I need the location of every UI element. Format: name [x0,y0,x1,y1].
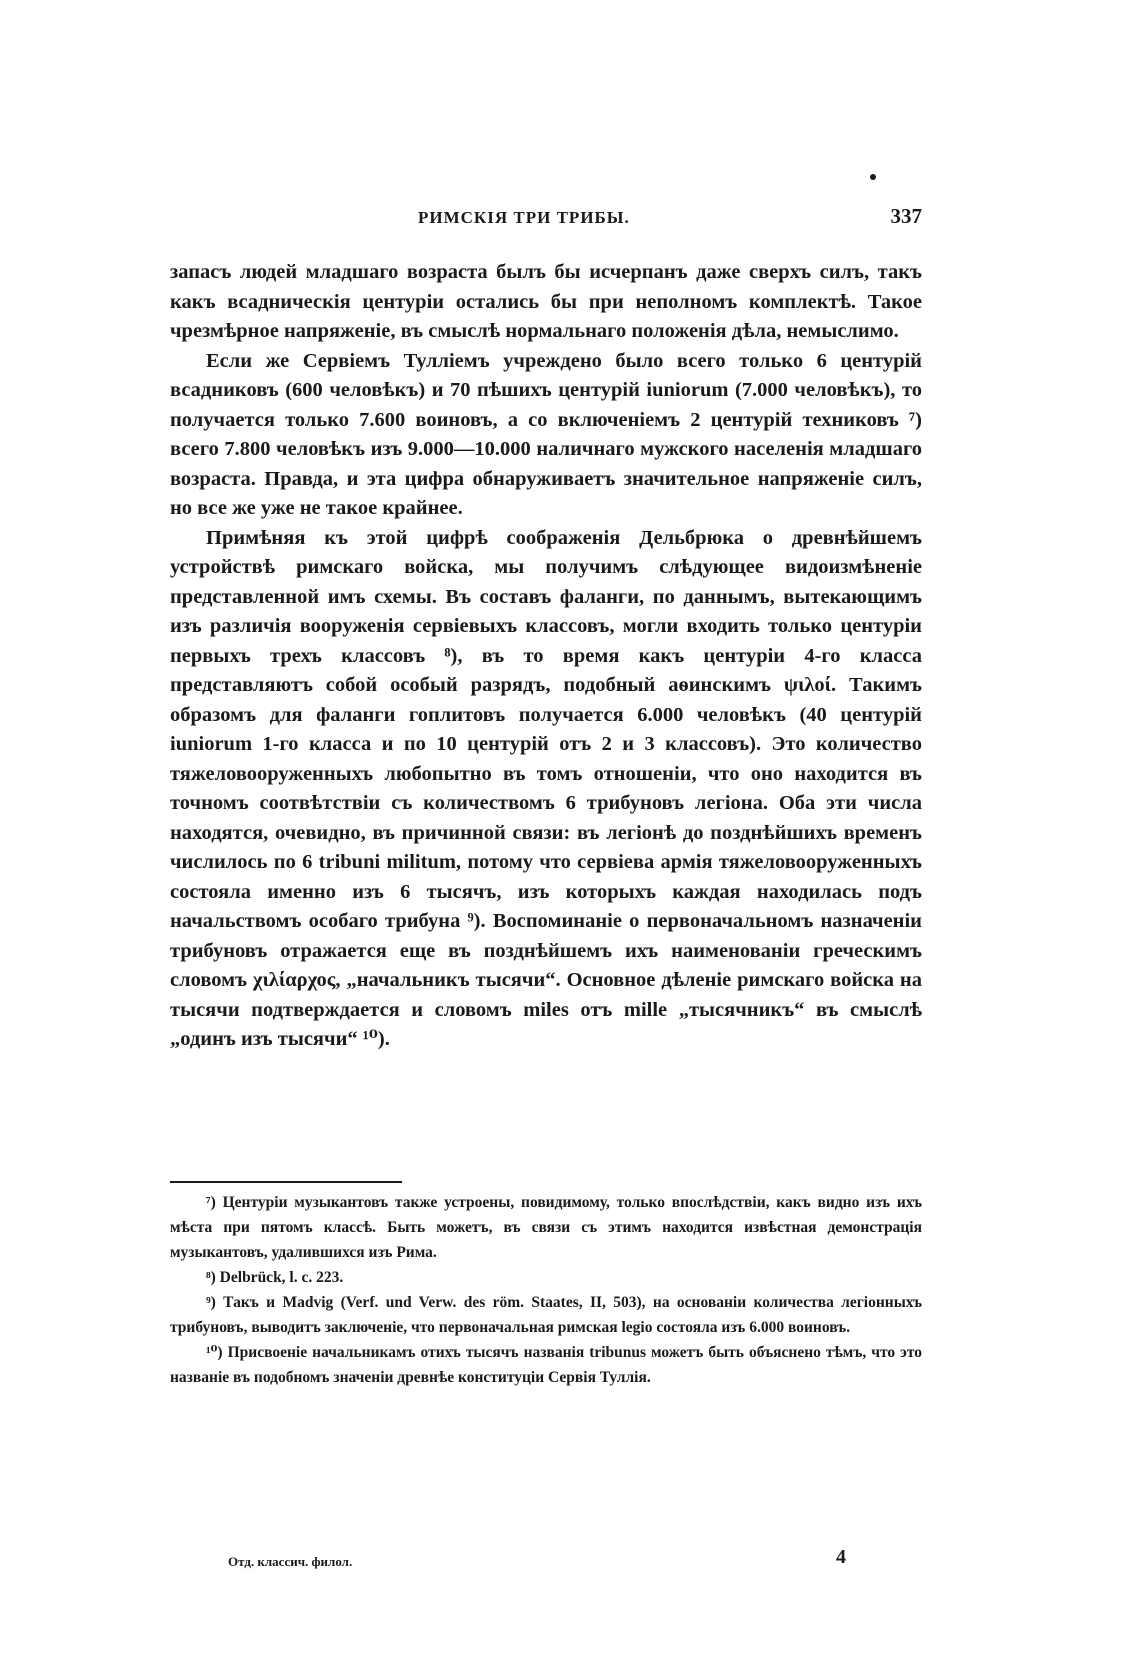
footnote: ¹⁰) Присвоеніе начальникамъ отихъ тысячъ названія tribunus можетъ быть объяснено тѣмъ, что это названіе въ подобномъ значеніи древнѣе конституціи Сервія Туллія. [170,1344,922,1386]
running-title: РИМСКІЯ ТРИ ТРИБЫ. [418,208,630,227]
footnotes [170,1190,922,1390]
paragraph: Если же Сервіемъ Тулліемъ учреждено было всего только 6 центурій всадниковъ (600 человѣкъ) и 70 пѣшихъ центурій iuniorum (7.000 человѣкъ), то получается только 7.600 воиновъ, а со включеніемъ 2 центурій техниковъ ⁷) всего 7.800 человѣкъ изъ 9.000—10.000 наличнаго мужского населенія младшаго возраста. Правда, и эта цифра обнаруживаетъ значительное напряженіе силъ, но все же уже не такое крайнее. [170,349,922,519]
paragraph: Примѣняя къ этой цифрѣ соображенія Дельбрюка о древнѣйшемъ устройствѣ римскаго войска, мы получимъ слѣдующее видоизмѣненіе представленной имъ схемы. Въ составъ фаланги, по даннымъ, вытекающимъ изъ различія вооруженія сервіевыхъ классовъ, могли входить только центуріи первыхъ трехъ классовъ ⁸), въ то время какъ центуріи 4-го класса представляютъ собой особый разрядъ, подобный аѳинскимъ ψιλοί. Такимъ образомъ для фаланги гоплитовъ получается 6.000 человѣкъ (40 центурій iuniorum 1-го класса и по 10 центурій отъ 2 и 3 классовъ). Это количество тяжеловооруженныхъ любопытно въ томъ отношеніи, что оно находится въ точномъ соотвѣтствіи съ количествомъ 6 трибуновъ легіона. Оба эти числа находятся, очевидно, въ причинной связи: въ легіонѣ до позднѣйшихъ временъ числилось по 6 tribuni militum, потому что сервіева армія тяжеловооруженныхъ состояла именно изъ 6 тысячъ, изъ которыхъ каждая находилась подъ начальствомъ особаго трибуна ⁹). Воспоминаніе о первоначальномъ назначеніи трибуновъ отражается еще въ позднѣйшемъ ихъ наименованіи греческимъ словомъ χιλίαρχος, „начальникъ тысячи“. Основное дѣленіе римскаго войска на тысячи подтверждается и словомъ miles отъ mille „тысячникъ“ въ смыслѣ „одинъ изъ тысячи“ ¹⁰). [170,526,922,1050]
footnote: ⁹) Такъ и Madvig (Verf. und Verw. des röm. Staates, II, 503), на основаніи количества легіонныхъ трибуновъ, выводитъ заключеніе, что первоначальная римская legio состояла изъ 6.000 воиновъ. [170,1294,922,1336]
paragraph: запасъ людей младшаго возраста былъ бы исчерпанъ даже сверхъ силъ, такъ какъ всадническія центуріи остались бы при неполномъ комплектѣ. Такое чрезмѣрное напряженіе, въ смыслѣ нормальнаго положенія дѣла, немыслимо. [170,261,922,342]
speck-mark [870,174,876,180]
page-header [170,204,922,238]
footnote-divider [170,1181,402,1183]
imprint-line: Отд. классич. филол. [228,1554,353,1569]
main-text [170,258,922,1055]
page-number: 337 [890,204,922,228]
footnote: ⁸) Delbrück, l. c. 223. [206,1269,344,1286]
signature-mark: 4 [836,1546,846,1568]
footnote: ⁷) Центуріи музыкантовъ также устроены, повидимому, только впослѣдствіи, какъ видно изъ ихъ мѣста при пятомъ классѣ. Быть можетъ, въ связи съ этимъ находится извѣстная демонстрація музыкантовъ, удалившихся изъ Рима. [170,1194,922,1261]
page-footer [170,1548,922,1578]
